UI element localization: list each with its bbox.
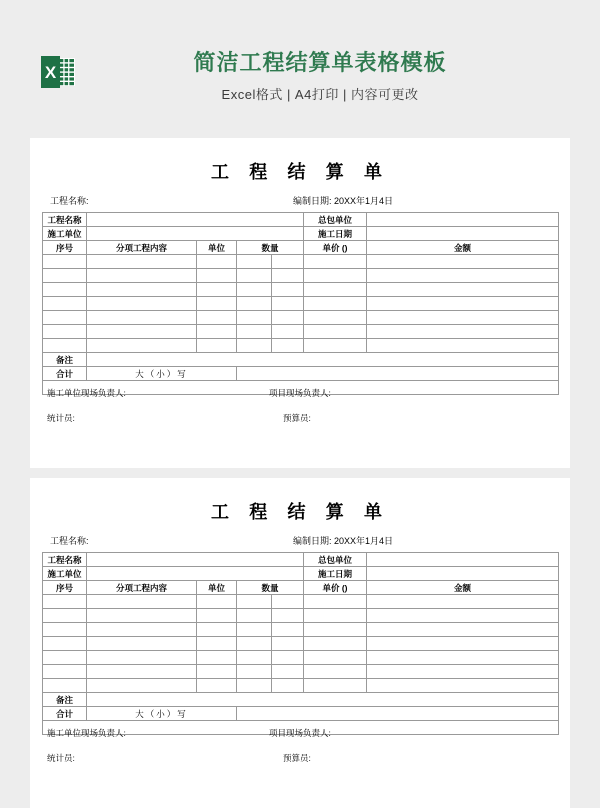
cell-unit[interactable]: [197, 595, 237, 609]
signature-project-site-manager: 项目现场负责人:: [269, 728, 331, 738]
cell-quantity-b[interactable]: [272, 325, 304, 339]
cell-item-content[interactable]: [87, 609, 197, 623]
cell-unit[interactable]: [197, 283, 237, 297]
cell-quantity-b[interactable]: [272, 679, 304, 693]
cell-index[interactable]: [43, 283, 87, 297]
info-value-general-contractor[interactable]: [367, 213, 559, 227]
cell-quantity-b[interactable]: [272, 269, 304, 283]
note-value[interactable]: [87, 353, 559, 367]
cell-item-content[interactable]: [87, 325, 197, 339]
cell-index[interactable]: [43, 325, 87, 339]
total-value[interactable]: [237, 367, 559, 381]
cell-unit-price[interactable]: [304, 609, 367, 623]
table-row: [43, 609, 559, 623]
cell-unit[interactable]: [197, 609, 237, 623]
table-row: [43, 339, 559, 353]
cell-unit[interactable]: [197, 665, 237, 679]
cell-amount[interactable]: [367, 609, 559, 623]
cell-item-content[interactable]: [87, 637, 197, 651]
cell-index[interactable]: [43, 269, 87, 283]
cell-quantity-b[interactable]: [272, 283, 304, 297]
info-value-project-name[interactable]: [87, 553, 304, 567]
note-label: 备注: [43, 693, 87, 707]
info-label-construction-unit: 施工单位: [43, 227, 87, 241]
table-row: [43, 255, 559, 269]
cell-item-content[interactable]: [87, 283, 197, 297]
cell-amount[interactable]: [367, 283, 559, 297]
column-header-unit-price: 单价 (): [304, 581, 367, 595]
cell-unit-price[interactable]: [304, 623, 367, 637]
cell-index[interactable]: [43, 595, 87, 609]
cell-item-content[interactable]: [87, 595, 197, 609]
cell-quantity-b[interactable]: [272, 255, 304, 269]
project-name-label: 工程名称:: [50, 196, 89, 206]
info-label-construction-date: 施工日期: [304, 567, 367, 581]
info-value-construction-date[interactable]: [367, 567, 559, 581]
cell-amount[interactable]: [367, 339, 559, 353]
cell-item-content[interactable]: [87, 255, 197, 269]
cell-quantity-a[interactable]: [237, 325, 272, 339]
cell-amount[interactable]: [367, 623, 559, 637]
column-header-unit: 单位: [197, 241, 237, 255]
cell-quantity-a[interactable]: [237, 255, 272, 269]
info-label-project-name: 工程名称: [43, 213, 87, 227]
total-row: [43, 367, 559, 381]
cell-index[interactable]: [43, 651, 87, 665]
table-row: [43, 269, 559, 283]
cell-item-content[interactable]: [87, 623, 197, 637]
info-label-construction-date: 施工日期: [304, 227, 367, 241]
info-label-construction-unit: 施工单位: [43, 567, 87, 581]
promo-banner: [0, 0, 600, 138]
cell-quantity-b[interactable]: [272, 609, 304, 623]
cell-index[interactable]: [43, 311, 87, 325]
info-value-construction-unit[interactable]: [87, 567, 304, 581]
column-header-item-content: 分项工程内容: [87, 241, 197, 255]
cell-quantity-a[interactable]: [237, 297, 272, 311]
cell-item-content[interactable]: [87, 651, 197, 665]
cell-quantity-b[interactable]: [272, 665, 304, 679]
cell-unit[interactable]: [197, 651, 237, 665]
cell-amount[interactable]: [367, 297, 559, 311]
table-row: [43, 283, 559, 297]
table-row: [43, 297, 559, 311]
cell-unit[interactable]: [197, 325, 237, 339]
compile-date-label: 编制日期: 20XX年1月4日: [293, 196, 394, 206]
cell-amount[interactable]: [367, 665, 559, 679]
cell-index[interactable]: [43, 297, 87, 311]
cell-quantity-a[interactable]: [237, 339, 272, 353]
promo-text-block: [0, 48, 600, 106]
cell-quantity-b[interactable]: [272, 637, 304, 651]
cell-index[interactable]: [43, 665, 87, 679]
settlement-document-page-2: [30, 478, 570, 808]
cell-unit-price[interactable]: [304, 311, 367, 325]
cell-amount[interactable]: [367, 595, 559, 609]
document-meta-row: [40, 534, 560, 549]
total-value[interactable]: [237, 707, 559, 721]
total-words-label: 大（小）写: [87, 707, 237, 721]
cell-index[interactable]: [43, 609, 87, 623]
signature-row: [43, 721, 559, 735]
cell-index[interactable]: [43, 255, 87, 269]
cell-index[interactable]: [43, 623, 87, 637]
cell-unit-price[interactable]: [304, 283, 367, 297]
info-row: [43, 227, 559, 241]
cell-unit-price[interactable]: [304, 255, 367, 269]
cell-unit[interactable]: [197, 269, 237, 283]
cell-amount[interactable]: [367, 679, 559, 693]
info-value-construction-unit[interactable]: [87, 227, 304, 241]
cell-quantity-a[interactable]: [237, 269, 272, 283]
column-header-amount: 金额: [367, 581, 559, 595]
cell-item-content[interactable]: [87, 339, 197, 353]
signature-statistician: 统计员:: [47, 753, 75, 763]
info-row: [43, 553, 559, 567]
cell-unit-price[interactable]: [304, 339, 367, 353]
cell-quantity-a[interactable]: [237, 665, 272, 679]
signature-contractor-site-manager: 施工单位现场负责人:: [47, 728, 126, 738]
column-header-quantity: 数量: [237, 241, 304, 255]
note-label: 备注: [43, 353, 87, 367]
cell-item-content[interactable]: [87, 269, 197, 283]
info-label-general-contractor: 总包单位: [304, 213, 367, 227]
table-header-row: [43, 241, 559, 255]
column-header-unit: 单位: [197, 581, 237, 595]
settlement-table: [42, 552, 559, 763]
table-row: [43, 637, 559, 651]
note-row: [43, 693, 559, 707]
total-label: 合计: [43, 367, 87, 381]
signature-budgeter: 预算员:: [283, 753, 311, 763]
cell-amount[interactable]: [367, 325, 559, 339]
info-row: [43, 567, 559, 581]
table-row: [43, 665, 559, 679]
cell-quantity-b[interactable]: [272, 623, 304, 637]
table-row: [43, 623, 559, 637]
column-header-index: 序号: [43, 581, 87, 595]
cell-quantity-a[interactable]: [237, 311, 272, 325]
column-header-quantity: 数量: [237, 581, 304, 595]
cell-unit-price[interactable]: [304, 297, 367, 311]
cell-quantity-a[interactable]: [237, 595, 272, 609]
compile-date-label: 编制日期: 20XX年1月4日: [293, 536, 394, 546]
note-row: [43, 353, 559, 367]
signature-block: [43, 381, 559, 423]
cell-index[interactable]: [43, 339, 87, 353]
cell-unit-price[interactable]: [304, 595, 367, 609]
table-row: [43, 325, 559, 339]
cell-unit-price[interactable]: [304, 325, 367, 339]
cell-item-content[interactable]: [87, 679, 197, 693]
cell-index[interactable]: [43, 637, 87, 651]
cell-unit[interactable]: [197, 623, 237, 637]
table-header-row: [43, 581, 559, 595]
cell-quantity-b[interactable]: [272, 339, 304, 353]
cell-item-content[interactable]: [87, 297, 197, 311]
cell-quantity-a[interactable]: [237, 651, 272, 665]
cell-unit-price[interactable]: [304, 269, 367, 283]
cell-unit[interactable]: [197, 679, 237, 693]
cell-unit[interactable]: [197, 637, 237, 651]
note-value[interactable]: [87, 693, 559, 707]
svg-text:X: X: [44, 63, 57, 82]
promo-title: 简洁工程结算单表格模板: [193, 50, 447, 75]
table-row: [43, 311, 559, 325]
cell-quantity-b[interactable]: [272, 311, 304, 325]
signature-statistician: 统计员:: [47, 413, 75, 423]
cell-unit-price[interactable]: [304, 651, 367, 665]
table-row: [43, 679, 559, 693]
cell-quantity-b[interactable]: [272, 651, 304, 665]
cell-quantity-b[interactable]: [272, 297, 304, 311]
cell-quantity-b[interactable]: [272, 595, 304, 609]
cell-item-content[interactable]: [87, 665, 197, 679]
document-meta-row: [40, 194, 560, 209]
page-title: 工 程 结 算 单: [210, 502, 390, 523]
signature-block: [43, 721, 559, 763]
cell-quantity-a[interactable]: [237, 609, 272, 623]
column-header-unit-price: 单价 (): [304, 241, 367, 255]
info-value-construction-date[interactable]: [367, 227, 559, 241]
signature-budgeter: 预算员:: [283, 413, 311, 423]
column-header-index: 序号: [43, 241, 87, 255]
info-value-general-contractor[interactable]: [367, 553, 559, 567]
info-label-project-name: 工程名称: [43, 553, 87, 567]
settlement-document-page-1: [30, 138, 570, 468]
signature-project-site-manager: 项目现场负责人:: [269, 388, 331, 398]
cell-quantity-a[interactable]: [237, 679, 272, 693]
cell-index[interactable]: [43, 679, 87, 693]
info-label-general-contractor: 总包单位: [304, 553, 367, 567]
info-value-project-name[interactable]: [87, 213, 304, 227]
cell-unit[interactable]: [197, 311, 237, 325]
cell-unit[interactable]: [197, 255, 237, 269]
info-row: [43, 213, 559, 227]
signature-contractor-site-manager: 施工单位现场负责人:: [47, 388, 126, 398]
column-header-amount: 金额: [367, 241, 559, 255]
cell-quantity-a[interactable]: [237, 623, 272, 637]
cell-amount[interactable]: [367, 255, 559, 269]
cell-amount[interactable]: [367, 637, 559, 651]
cell-unit[interactable]: [197, 339, 237, 353]
table-row: [43, 651, 559, 665]
column-header-item-content: 分项工程内容: [87, 581, 197, 595]
cell-unit-price[interactable]: [304, 679, 367, 693]
promo-subtitle: Excel格式 | A4打印 | 内容可更改: [221, 87, 419, 102]
cell-amount[interactable]: [367, 311, 559, 325]
cell-quantity-a[interactable]: [237, 283, 272, 297]
cell-unit-price[interactable]: [304, 665, 367, 679]
settlement-table: [42, 212, 559, 423]
total-words-label: 大（小）写: [87, 367, 237, 381]
signature-row: [43, 381, 559, 395]
cell-unit[interactable]: [197, 297, 237, 311]
total-row: [43, 707, 559, 721]
cell-item-content[interactable]: [87, 311, 197, 325]
cell-unit-price[interactable]: [304, 637, 367, 651]
cell-amount[interactable]: [367, 269, 559, 283]
page-title: 工 程 结 算 单: [210, 162, 390, 183]
table-row: [43, 595, 559, 609]
cell-amount[interactable]: [367, 651, 559, 665]
total-label: 合计: [43, 707, 87, 721]
project-name-label: 工程名称:: [50, 536, 89, 546]
cell-quantity-a[interactable]: [237, 637, 272, 651]
